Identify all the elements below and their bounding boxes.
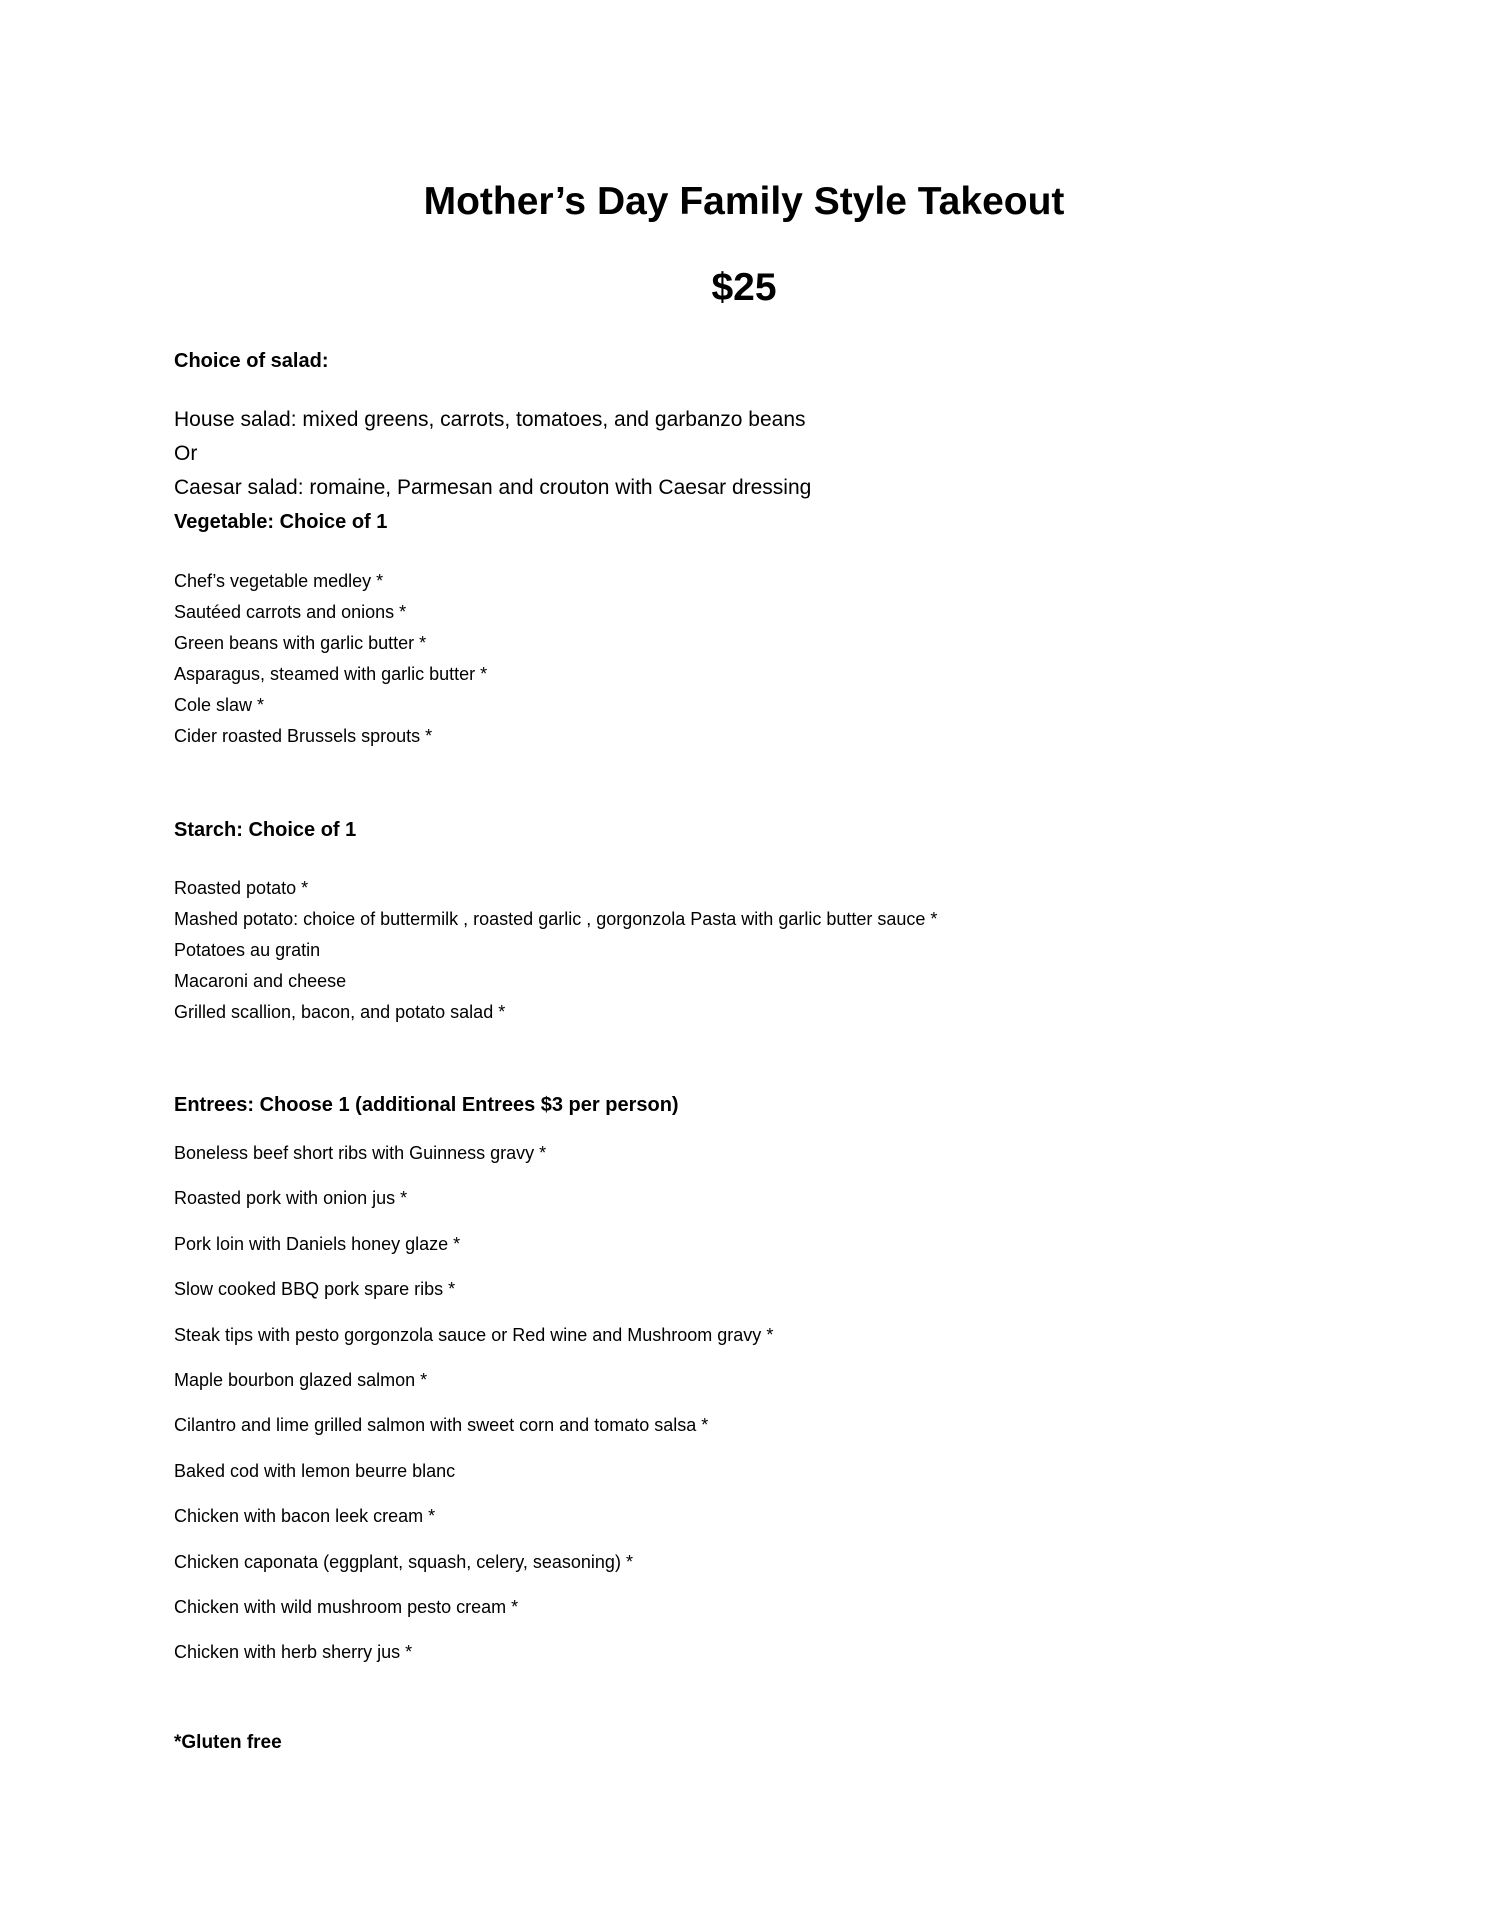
entree-item: Slow cooked BBQ pork spare ribs * bbox=[174, 1279, 456, 1299]
entree-item: Chicken caponata (eggplant, squash, celery, seasoning) * bbox=[174, 1552, 633, 1572]
vegetable-item: Sautéed carrots and onions * bbox=[174, 602, 407, 622]
starch-item: Potatoes au gratin bbox=[174, 940, 321, 960]
entree-item: Boneless beef short ribs with Guinness gravy * bbox=[174, 1143, 547, 1163]
salad-option-caesar: Caesar salad: romaine, Parmesan and crouton with Caesar dressing bbox=[174, 476, 812, 499]
vegetable-item: Chef’s vegetable medley * bbox=[174, 571, 384, 591]
price: $25 bbox=[711, 266, 777, 309]
entree-item: Chicken with bacon leek cream * bbox=[174, 1506, 436, 1526]
entree-item: Pork loin with Daniels honey glaze * bbox=[174, 1234, 461, 1254]
salad-heading: Choice of salad: bbox=[174, 350, 329, 372]
gluten-free-footnote: *Gluten free bbox=[174, 1732, 282, 1753]
entree-item: Baked cod with lemon beurre blanc bbox=[174, 1461, 456, 1481]
starch-item: Grilled scallion, bacon, and potato salad * bbox=[174, 1002, 506, 1022]
entrees-heading: Entrees: Choose 1 (additional Entrees $3 per person) bbox=[174, 1094, 679, 1116]
entree-item: Chicken with herb sherry jus * bbox=[174, 1642, 413, 1662]
starch-item: Macaroni and cheese bbox=[174, 971, 347, 991]
starch-item: Mashed potato: choice of buttermilk , roasted garlic , gorgonzola Pasta with garlic butter sauce * bbox=[174, 909, 938, 929]
salad-option-house: House salad: mixed greens, carrots, tomatoes, and garbanzo beans bbox=[174, 408, 806, 431]
entree-item: Cilantro and lime grilled salmon with sweet corn and tomato salsa * bbox=[174, 1415, 709, 1435]
salad-or-separator: Or bbox=[174, 442, 198, 465]
vegetable-item: Green beans with garlic butter * bbox=[174, 633, 427, 653]
entree-item: Chicken with wild mushroom pesto cream * bbox=[174, 1597, 519, 1617]
entree-item: Maple bourbon glazed salmon * bbox=[174, 1370, 428, 1390]
starch-heading: Starch: Choice of 1 bbox=[174, 819, 357, 841]
starch-item: Roasted potato * bbox=[174, 878, 309, 898]
vegetable-heading: Vegetable: Choice of 1 bbox=[174, 511, 388, 533]
entree-item: Steak tips with pesto gorgonzola sauce or Red wine and Mushroom gravy * bbox=[174, 1325, 774, 1345]
entree-item: Roasted pork with onion jus * bbox=[174, 1188, 408, 1208]
page-title: Mother’s Day Family Style Takeout bbox=[423, 180, 1065, 223]
vegetable-item: Cole slaw * bbox=[174, 695, 265, 715]
vegetable-item: Cider roasted Brussels sprouts * bbox=[174, 726, 433, 746]
vegetable-item: Asparagus, steamed with garlic butter * bbox=[174, 664, 488, 684]
